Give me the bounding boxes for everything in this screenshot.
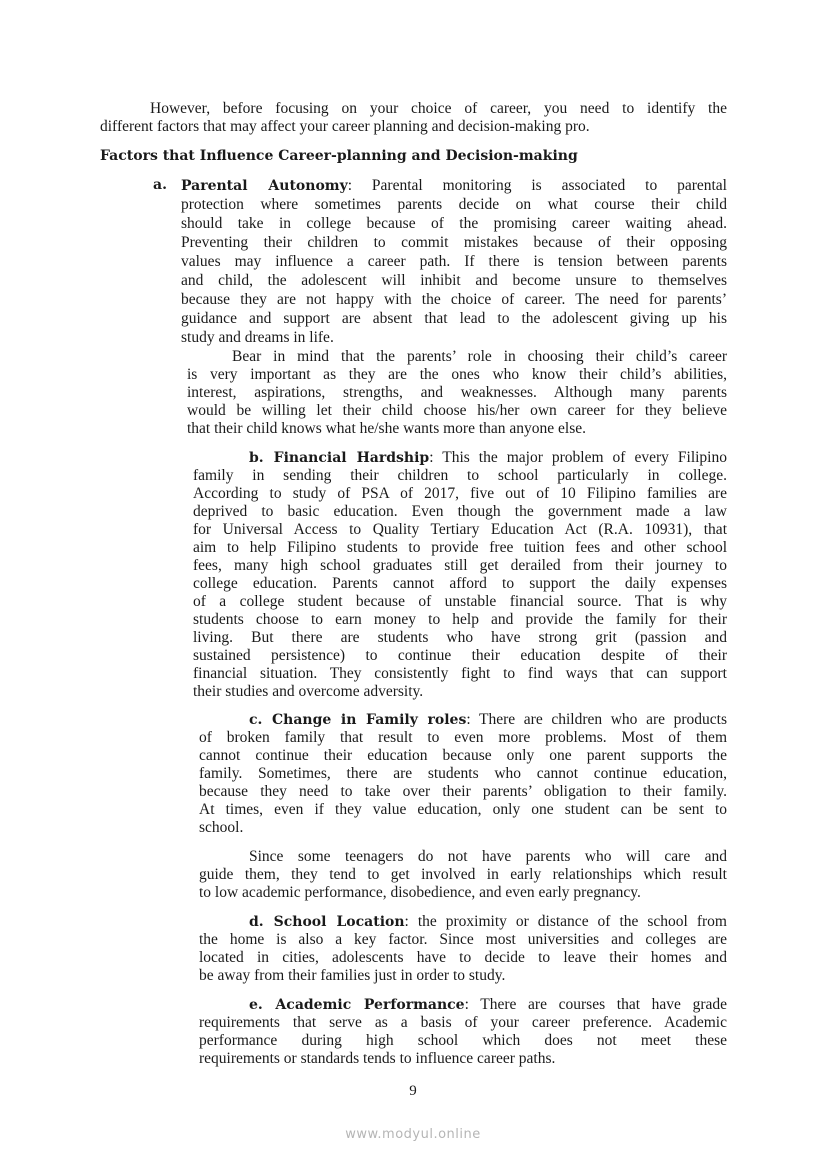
text-line: family. Sometimes, there are students who cannot continue education, xyxy=(199,765,727,782)
factor-change-in-family-roles xyxy=(199,711,727,837)
line-text: : This the major problem of every Filipino xyxy=(429,449,727,466)
factor-label: d. School Location xyxy=(249,914,405,930)
factor-label: b. Financial Hardship xyxy=(249,450,430,466)
text-line: Since some teenagers do not have parents who will care and xyxy=(249,848,727,865)
text-line: is very important as they are the ones who know their child’s abilities, xyxy=(187,366,727,383)
text-line xyxy=(199,913,727,931)
text-line: Bear in mind that the parents’ role in choosing their child’s career xyxy=(232,348,727,365)
text-line: students choose to earn money to help and provide the family for their xyxy=(193,611,727,628)
text-line: cannot continue their education because only one parent supports the xyxy=(199,747,727,764)
text-line: and child, the adolescent will inhibit and become unsure to themselves xyxy=(181,272,727,289)
factor-parental-autonomy xyxy=(181,176,727,347)
text-line: the home is also a key factor. Since most universities and colleges are xyxy=(199,931,727,948)
page-number: 9 xyxy=(409,1083,417,1099)
text-line: should take in college because of the promising career waiting ahead. xyxy=(181,215,727,232)
text-line: of broken family that result to even more problems. Most of them xyxy=(199,729,727,746)
text-line: because they are not happy with the choice of career. The need for parents’ xyxy=(181,291,727,308)
text-line: guide them, they tend to get involved in early relationships which result xyxy=(199,866,727,883)
text-line: Preventing their children to commit mistakes because of their opposing xyxy=(181,234,727,251)
text-line: college education. Parents cannot afford to support the daily expenses xyxy=(193,575,727,592)
text-line: values may influence a career path. If there is tension between parents xyxy=(181,253,727,270)
text-line: protection where sometimes parents decide on what course their child xyxy=(181,196,727,213)
factor-label: e. Academic Performance xyxy=(249,997,465,1013)
text-line: requirements that serve as a basis of your career preference. Academic xyxy=(199,1014,727,1031)
factor-school-location xyxy=(199,913,727,985)
text-line: because they need to take over their parents’ obligation to their family. xyxy=(199,783,727,800)
text-line xyxy=(199,711,727,729)
text-line xyxy=(193,449,727,467)
factor-financial-hardship xyxy=(193,449,727,701)
text-line: According to study of PSA of 2017, five out of 10 Filipino families are xyxy=(193,485,727,502)
text-line: deprived to basic education. Even though the government made a law xyxy=(193,503,727,520)
text-line: sustained persistence) to continue their education despite of their xyxy=(193,647,727,664)
text-line: interest, aspirations, strengths, and weaknesses. Although many parents xyxy=(187,384,727,401)
text-line: of a college student because of unstable financial source. That is why xyxy=(193,593,727,610)
text-line: However, before focusing on your choice of career, you need to identify the xyxy=(150,100,727,117)
line-text: : There are courses that have grade xyxy=(464,996,727,1013)
line-text: : There are children who are products xyxy=(466,711,727,728)
teenagers-paragraph xyxy=(199,848,727,902)
text-line: aim to help Filipino students to provide free tuition fees and other school xyxy=(193,539,727,556)
parents-role-paragraph xyxy=(187,348,727,438)
text-line: financial situation. They consistently fight to find ways that can support xyxy=(193,665,727,682)
factor-label: Parental Autonomy xyxy=(181,178,348,194)
intro-paragraph xyxy=(100,100,727,136)
text-line: located in cities, adolescents have to decide to leave their homes and xyxy=(199,949,727,966)
text-line: study and dreams in life. xyxy=(181,329,334,346)
text-line xyxy=(181,176,727,195)
text-line: school. xyxy=(199,819,244,836)
text-line: fees, many high school graduates still get derailed from their journey to xyxy=(193,557,727,574)
text-line: At times, even if they value education, only one student can be sent to xyxy=(199,801,727,818)
watermark-url: www.modyul.online xyxy=(345,1127,481,1142)
text-line: different factors that may affect your career planning and decision-making pro. xyxy=(100,118,590,135)
text-line: guidance and support are absent that lead to the adolescent giving up his xyxy=(181,310,727,327)
text-line: that their child knows what he/she wants more than anyone else. xyxy=(187,420,587,437)
text-line: be away from their families just in order to study. xyxy=(199,967,506,984)
text-line: requirements or standards tends to influence career paths. xyxy=(199,1050,556,1067)
factor-label: c. Change in Family roles xyxy=(249,712,467,728)
text-line: their studies and overcome adversity. xyxy=(193,683,424,700)
text-line: family in sending their children to school particularly in college. xyxy=(193,467,727,484)
section-heading: Factors that Influence Career-planning and Decision-making xyxy=(100,148,578,164)
text-line xyxy=(199,996,727,1014)
text-line: would be willing let their child choose his/her own career for they believe xyxy=(187,402,727,419)
line-text: : Parental monitoring is associated to parental xyxy=(347,177,727,194)
factor-academic-performance xyxy=(199,996,727,1068)
text-line: for Universal Access to Quality Tertiary Education Act (R.A. 10931), that xyxy=(193,521,727,538)
text-line: performance during high school which does not meet these xyxy=(199,1032,727,1049)
list-marker-a: a. xyxy=(153,177,167,193)
line-text: : the proximity or distance of the school from xyxy=(404,913,727,930)
text-line: living. But there are students who have strong grit (passion and xyxy=(193,629,727,646)
text-line: to low academic performance, disobedience, and even early pregnancy. xyxy=(199,884,641,901)
